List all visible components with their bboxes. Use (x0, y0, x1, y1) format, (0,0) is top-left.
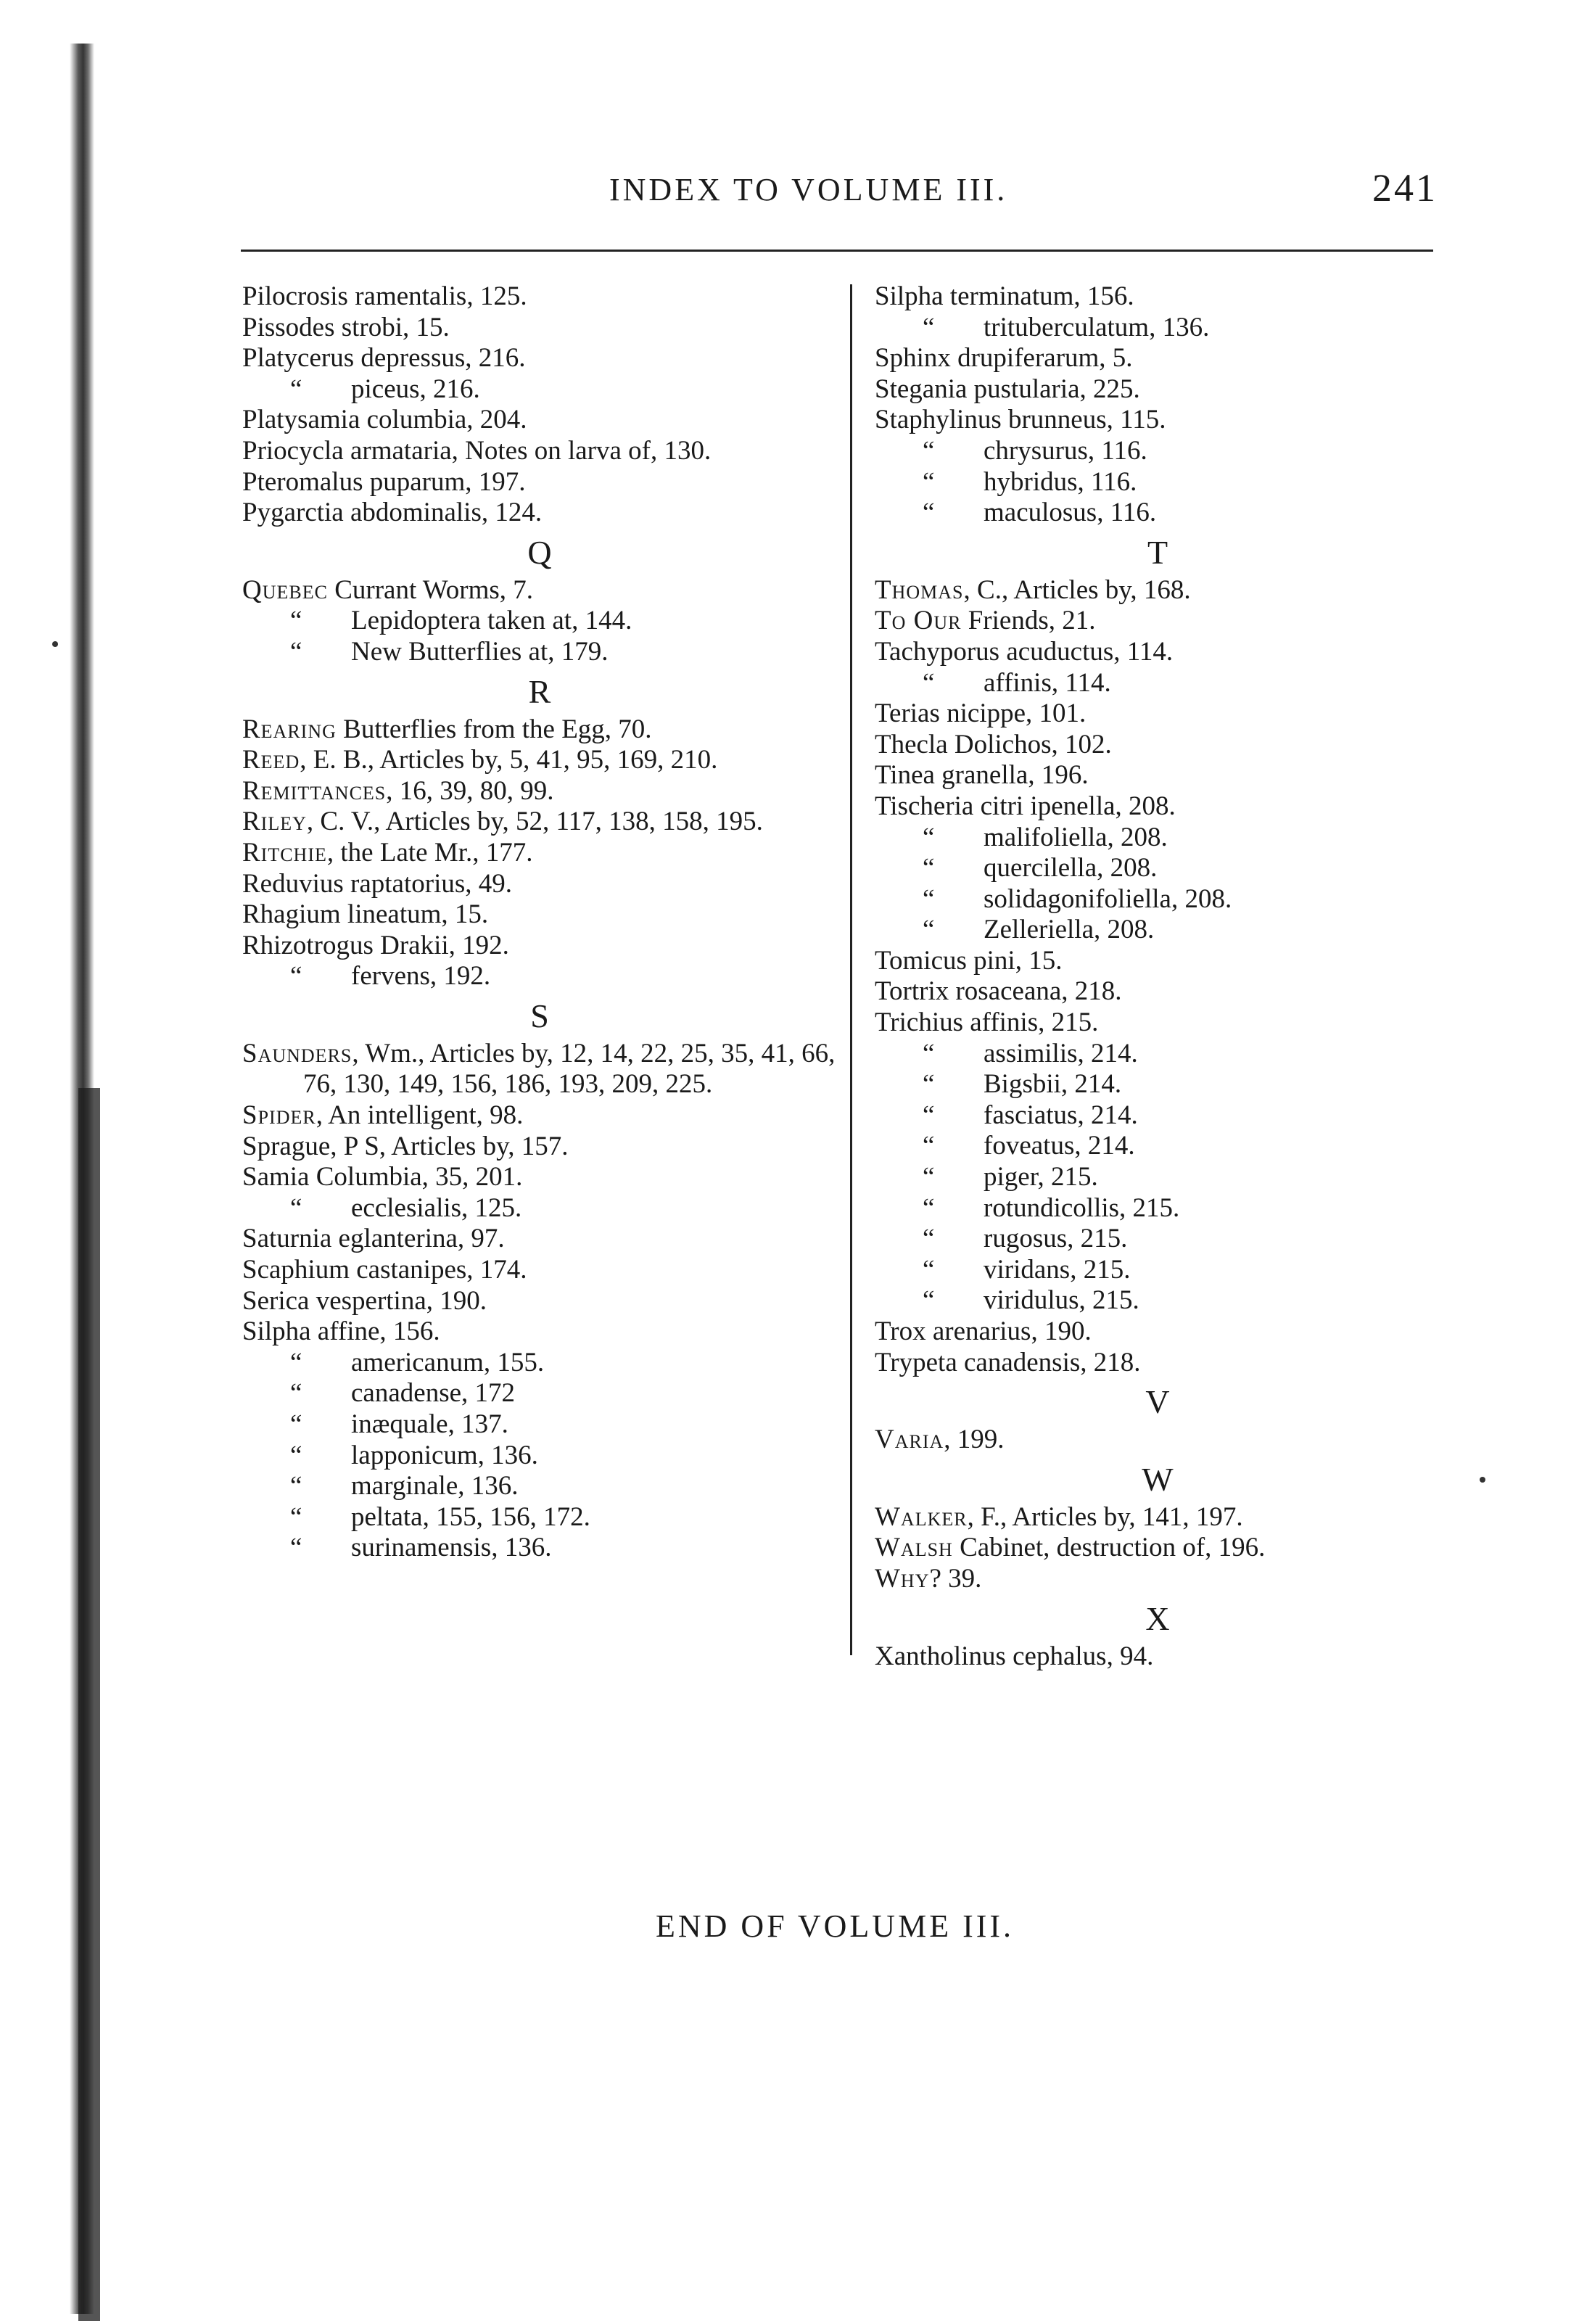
index-subentry (875, 313, 1440, 344)
index-entry-text: inæquale, 137. (351, 1409, 508, 1439)
index-entry-text: quercilella, 208. (984, 853, 1158, 883)
ditto-mark: “ (923, 1131, 935, 1161)
binding-edge-shadow-lower (78, 1088, 100, 2321)
index-entry-text: Stegania pustularia, 225. (875, 374, 1140, 404)
ditto-mark: “ (923, 822, 935, 852)
index-entry-text: , C. V., Articles by, 52, 117, 138, 158, 195. (306, 807, 763, 837)
index-entry-text: chrysurus, 116. (984, 435, 1147, 466)
ditto-mark: “ (923, 1100, 935, 1130)
index-entry-text: Silpha affine, 156. (242, 1316, 440, 1347)
index-entry (242, 1132, 837, 1163)
index-subentry (875, 853, 1440, 884)
index-entry-heading: Riley (242, 807, 307, 837)
index-entry (875, 1008, 1440, 1039)
ditto-mark: “ (290, 636, 302, 667)
index-subentry (875, 1224, 1440, 1255)
index-subentry (875, 1039, 1440, 1070)
index-entry (242, 745, 837, 776)
ditto-mark: “ (923, 1224, 935, 1254)
index-entry (875, 1564, 1440, 1595)
index-entry-text: Reduvius raptatorius, 49. (242, 868, 513, 899)
index-entry-text: , F., Articles by, 141, 197. (967, 1501, 1243, 1532)
index-entry-text: Sprague, P S, Articles by, 157. (242, 1131, 569, 1161)
index-entry (875, 946, 1440, 977)
index-entry-heading: Ritchie (242, 837, 327, 868)
ditto-mark: “ (290, 1440, 302, 1470)
ditto-mark: “ (923, 1285, 935, 1316)
ditto-mark: “ (290, 606, 302, 636)
index-entry-text: assimilis, 214. (984, 1038, 1138, 1068)
index-subentry (875, 436, 1440, 467)
index-subentry (875, 1193, 1440, 1224)
index-subentry (242, 374, 837, 405)
print-speck (1480, 1477, 1485, 1483)
index-subentry (875, 1069, 1440, 1100)
index-entry (875, 1502, 1440, 1533)
index-entry-text: Scaphium castanipes, 174. (242, 1255, 527, 1285)
index-entry-text: marginale, 136. (351, 1471, 519, 1501)
index-entry-text: Platysamia columbia, 204. (242, 405, 527, 435)
index-section-letter: R (528, 672, 551, 710)
index-entry-text: Tinea granella, 196. (875, 760, 1089, 791)
index-entry-text: , the Late Mr., 177. (326, 837, 533, 868)
index-subentry (875, 1131, 1440, 1162)
index-entry (242, 1255, 837, 1286)
index-entry-text: trituberculatum, 136. (984, 312, 1210, 342)
index-entry-text: Butterflies from the Egg, 70. (336, 714, 652, 744)
ditto-mark: “ (923, 466, 935, 497)
ditto-mark: “ (923, 1162, 935, 1192)
index-entry-heading: Varia (875, 1425, 944, 1455)
ditto-mark: “ (923, 853, 935, 883)
index-entry-text: viridulus, 215. (984, 1285, 1139, 1316)
index-section-letter: X (1145, 1599, 1170, 1637)
index-entry-text: malifoliella, 208. (984, 822, 1168, 852)
index-subentry (875, 1285, 1440, 1316)
index-entry-text: Platycerus depressus, 216. (242, 343, 526, 374)
index-entry-text: Pissodes strobi, 15. (242, 312, 450, 342)
index-entry (875, 606, 1440, 637)
index-subentry (875, 823, 1440, 854)
index-entry (242, 313, 837, 344)
index-entry-text: Trichius affinis, 215. (875, 1008, 1099, 1038)
index-section-letter: Q (527, 533, 552, 571)
index-entry-text: ? 39. (929, 1563, 982, 1594)
index-entry-text: viridans, 215. (984, 1254, 1131, 1285)
index-entry-heading: Spider (242, 1100, 316, 1131)
index-entry-text: rotundicollis, 215. (984, 1192, 1180, 1223)
index-entry-text: rugosus, 215. (984, 1224, 1128, 1254)
index-entry (875, 1348, 1440, 1379)
index-entry (875, 1316, 1440, 1348)
index-entry-text: piceus, 216. (351, 374, 480, 404)
index-column-right (875, 281, 1440, 1672)
index-entry (242, 1162, 837, 1193)
index-entry-text: New Butterflies at, 179. (351, 636, 609, 667)
index-subentry (875, 1162, 1440, 1193)
index-entry (242, 467, 837, 498)
index-entry-text: solidagonifoliella, 208. (984, 883, 1232, 914)
index-entry-text: Tortrix rosaceana, 218. (875, 976, 1122, 1007)
ditto-mark: “ (290, 1378, 302, 1409)
index-entry-heading: Why (875, 1563, 930, 1594)
index-entry-text: surinamensis, 136. (351, 1533, 552, 1563)
index-entry (242, 1286, 837, 1317)
index-entry-text: piger, 215. (984, 1162, 1098, 1192)
index-subentry (242, 1441, 837, 1472)
ditto-mark: “ (923, 1192, 935, 1223)
index-entry-text: Trypeta canadensis, 218. (875, 1347, 1141, 1377)
index-entry-heading: Quebec (242, 574, 328, 605)
index-subentry (242, 1409, 837, 1441)
index-entry-text: Currant Worms, 7. (327, 574, 534, 605)
index-entry-heading: To Our (875, 606, 962, 636)
ditto-mark: “ (923, 312, 935, 342)
index-entry-text: ecclesialis, 125. (351, 1192, 522, 1223)
ditto-mark: “ (923, 667, 935, 698)
running-head: INDEX TO VOLUME III. (609, 172, 1008, 207)
index-entry-text: americanum, 155. (351, 1347, 545, 1377)
index-entry-text: Thecla Dolichos, 102. (875, 729, 1112, 759)
index-entry (875, 281, 1440, 313)
index-entry-heading: Remittances (242, 775, 387, 806)
index-subentry (242, 1193, 837, 1224)
index-entry-text: Bigsbii, 214. (984, 1069, 1122, 1100)
index-subentry (875, 915, 1440, 946)
index-entry (875, 575, 1440, 606)
index-entry-text: , 16, 39, 80, 99. (386, 775, 554, 806)
print-speck (52, 641, 58, 647)
index-entry-text: fasciatus, 214. (984, 1100, 1138, 1130)
ditto-mark: “ (923, 1069, 935, 1100)
index-entry (242, 776, 837, 807)
end-of-volume: END OF VOLUME III. (656, 1908, 1015, 1944)
index-entry-text: Staphylinus brunneus, 115. (875, 405, 1166, 435)
ditto-mark: “ (923, 498, 935, 528)
index-subentry (242, 1502, 837, 1533)
index-entry-text: Saturnia eglanterina, 97. (242, 1224, 505, 1254)
index-entry (242, 1224, 837, 1255)
index-entry-text: Tischeria citri ipenella, 208. (875, 791, 1176, 821)
index-entry-text: canadense, 172 (351, 1378, 516, 1409)
index-entry (242, 869, 837, 900)
index-entry (242, 405, 837, 436)
index-entry-text: Tachyporus acuductus, 114. (875, 636, 1174, 667)
index-entry-heading: Reed (242, 745, 300, 775)
index-entry-heading: Thomas (875, 574, 964, 605)
index-entry-text: maculosus, 116. (984, 498, 1157, 528)
index-entry-text: Terias nicippe, 101. (875, 699, 1086, 729)
index-entry (242, 343, 837, 374)
ditto-mark: “ (290, 1533, 302, 1563)
index-subentry (242, 1378, 837, 1409)
index-entry (875, 1641, 1440, 1673)
index-entry-text: Zelleriella, 208. (984, 915, 1155, 945)
index-entry (242, 281, 837, 313)
index-subentry (875, 668, 1440, 699)
index-entry-text: Serica vespertina, 190. (242, 1285, 487, 1316)
index-entry-text: Pygarctia abdominalis, 124. (242, 498, 543, 528)
index-entry-text: Rhagium lineatum, 15. (242, 899, 489, 930)
ditto-mark: “ (290, 374, 302, 404)
index-entry-heading: Walker (875, 1501, 968, 1532)
index-entry-text: Samia Columbia, 35, 201. (242, 1162, 523, 1192)
index-entry (875, 374, 1440, 405)
index-entry (242, 1316, 837, 1348)
page-number: 241 (1372, 166, 1438, 210)
index-subentry (242, 606, 837, 637)
index-entry (242, 931, 837, 962)
index-entry-text: Pilocrosis ramentalis, 125. (242, 281, 527, 311)
column-divider (850, 284, 852, 1655)
index-entry-heading: Rearing (242, 714, 337, 744)
index-entry (242, 714, 837, 746)
index-entry-text: Silpha terminatum, 156. (875, 281, 1134, 311)
index-entry (242, 1039, 837, 1100)
index-entry (875, 405, 1440, 436)
index-entry (242, 436, 837, 467)
index-entry (242, 575, 837, 606)
index-entry (242, 899, 837, 931)
header-rule (241, 250, 1433, 252)
index-subentry (875, 498, 1440, 529)
ditto-mark: “ (290, 1471, 302, 1501)
index-entry-text: foveatus, 214. (984, 1131, 1135, 1161)
index-entry-text: Lepidoptera taken at, 144. (351, 606, 632, 636)
index-section-letter: T (1147, 533, 1168, 571)
index-subentry (242, 1471, 837, 1502)
ditto-mark: “ (290, 1501, 302, 1532)
index-entry-text: peltata, 155, 156, 172. (351, 1501, 590, 1532)
index-entry-text: , An intelligent, 98. (316, 1100, 524, 1131)
index-entry-text: Priocycla armataria, Notes on larva of, 130. (242, 435, 712, 466)
index-entry-text: Xantholinus cephalus, 94. (875, 1641, 1154, 1671)
index-subentry (242, 1348, 837, 1379)
index-entry-text: Cabinet, destruction of, 196. (952, 1533, 1266, 1563)
index-subentry (875, 884, 1440, 915)
index-entry (875, 730, 1440, 761)
index-entry (875, 1425, 1440, 1456)
index-section-letter: W (1142, 1460, 1174, 1498)
index-entry (875, 1533, 1440, 1564)
index-subentry (242, 637, 837, 668)
index-entry-text: , E. B., Articles by, 5, 41, 95, 169, 210. (300, 745, 718, 775)
index-entry-text: , C., Articles by, 168. (963, 574, 1191, 605)
index-entry (875, 699, 1440, 730)
index-entry (875, 760, 1440, 791)
index-section-letter: V (1145, 1383, 1170, 1421)
index-entry (242, 838, 837, 869)
ditto-mark: “ (290, 1192, 302, 1223)
ditto-mark: “ (923, 883, 935, 914)
ditto-mark: “ (923, 1038, 935, 1068)
ditto-mark: “ (923, 915, 935, 945)
index-entry (875, 791, 1440, 823)
index-entry-heading: Saunders (242, 1038, 352, 1068)
index-entry-text: Tomicus pini, 15. (875, 945, 1063, 976)
ditto-mark: “ (290, 961, 302, 992)
index-entry-text: , Wm., Articles by, 12, 14, 22, 25, 35, 41, 66, 76, 130, 149, 156, 186, 193, 209, 225. (303, 1038, 836, 1100)
index-subentry (875, 467, 1440, 498)
index-column-left (242, 281, 837, 1564)
index-subentry (242, 961, 837, 992)
index-entry-text: Pteromalus puparum, 197. (242, 466, 526, 497)
index-section-letter: S (530, 997, 549, 1034)
index-entry (875, 976, 1440, 1008)
index-entry (242, 807, 837, 838)
index-entry-text: Friends, 21. (961, 606, 1096, 636)
index-entry-text: lapponicum, 136. (351, 1440, 538, 1470)
index-entry-text: Sphinx drupiferarum, 5. (875, 343, 1133, 374)
index-entry-text: Trox arenarius, 190. (875, 1316, 1092, 1346)
index-entry (875, 343, 1440, 374)
ditto-mark: “ (290, 1347, 302, 1377)
ditto-mark: “ (923, 1254, 935, 1285)
index-entry-text: , 199. (944, 1425, 1005, 1455)
index-entry-text: Rhizotrogus Drakii, 192. (242, 930, 509, 960)
index-entry-text: affinis, 114. (984, 667, 1111, 698)
index-entry (242, 498, 837, 529)
index-subentry (875, 1100, 1440, 1132)
index-entry (875, 637, 1440, 668)
index-entry-text: fervens, 192. (351, 961, 491, 992)
index-entry-heading: Walsh (875, 1533, 953, 1563)
ditto-mark: “ (923, 435, 935, 466)
index-entry (242, 1100, 837, 1132)
ditto-mark: “ (290, 1409, 302, 1439)
index-entry-text: hybridus, 116. (984, 466, 1137, 497)
index-subentry (242, 1533, 837, 1564)
index-subentry (875, 1255, 1440, 1286)
